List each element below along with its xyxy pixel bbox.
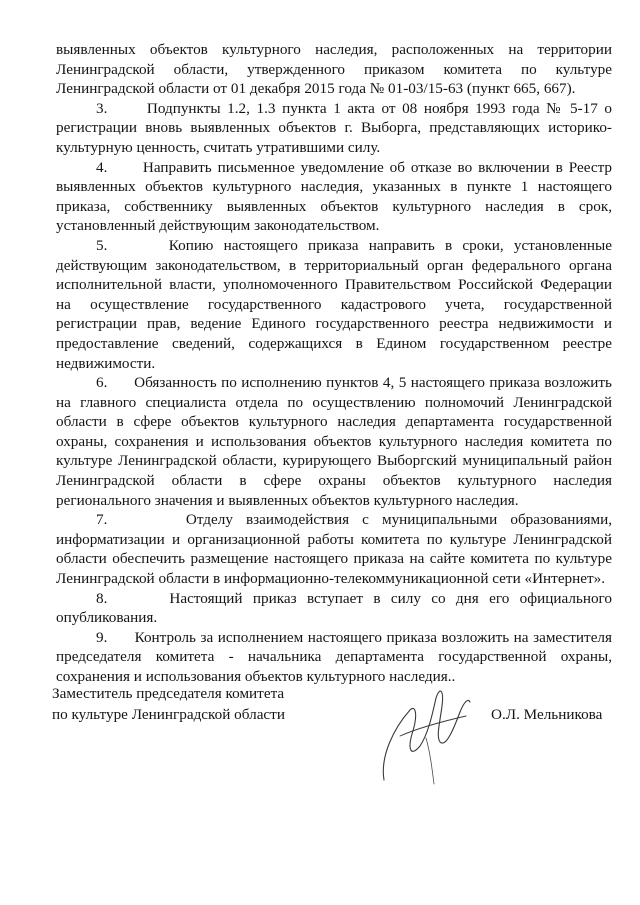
handwritten-signature <box>370 676 480 786</box>
signatory-title-line-1: Заместитель председателя комитета <box>52 685 285 702</box>
paragraph-item-6: 6. Обязанность по исполнению пунктов 4, 5 настоящего приказа возложить на главного специалиста отдела по осуществлению полномочий Ленинградской области в сфере объектов культурного наследия департамента государственной охраны, сохранения и использования объектов культурного наследия комитета по культуре Ленинградской области, курирующего Выборгский муниципальный район Ленинградской области в сфере охраны объектов культурного наследия регионального значения и выявленных объектов культурного наследия. <box>56 374 612 509</box>
paragraph-item-9: 9. Контроль за исполнением настоящего приказа возложить на заместителя председателя комитета - начальника департамента государственной охраны, сохранения и использования объектов культурного наследия.. <box>56 628 612 685</box>
paragraph-item-4: 4. Направить письменное уведомление об отказе во включении в Реестр выявленных объектов культурного наследия, указанных в пункте 1 настоящего приказа, собственнику выявленных объектов культурного наследия в срок, установленный действующим законодательством. <box>56 158 612 235</box>
paragraph-item-5: 5. Копию настоящего приказа направить в сроки, установленные действующим законодательством, в территориальный орган федерального органа исполнительной власти, уполномоченного Правительством Российской Федерации на осуществление государственного кадастрового учета, государственной регистрации прав, ведение Единого государственного реестра недвижимости и предоставление сведений, содержащихся в Едином государственном реестре недвижимости. <box>56 236 612 372</box>
paragraph-item-3: 3. Подпункты 1.2, 1.3 пункта 1 акта от 08 ноября 1993 года № 5-17 о регистрации вновь выявленных объектов г. Выборга, представляющих историко-культурную ценность, считать утратившими силу. <box>56 99 612 156</box>
paragraph-continuation: выявленных объектов культурного наследия, расположенных на территории Ленинградской области, утвержденного приказом комитета по культуре Ленинградской области от 01 декабря 2015 года № 01-03/15-63 (пункт 665, 667). <box>56 41 612 98</box>
signatory-title <box>52 683 332 725</box>
signatory-name: О.Л. Мельникова <box>491 706 603 723</box>
document-body <box>56 40 612 687</box>
signatory-title-line-2: по культуре Ленинградской области <box>52 706 285 723</box>
paragraph-item-7: 7. Отделу взаимодействия с муниципальными образованиями, информатизации и организационной работы комитета по культуре Ленинградской области обеспечить размещение настоящего приказа на сайте комитета по культуре Ленинградской области в информационно-телекоммуникационной сети «Интернет». <box>56 511 612 588</box>
paragraph-item-8: 8. Настоящий приказ вступает в силу со дня его официального опубликования. <box>56 589 612 627</box>
